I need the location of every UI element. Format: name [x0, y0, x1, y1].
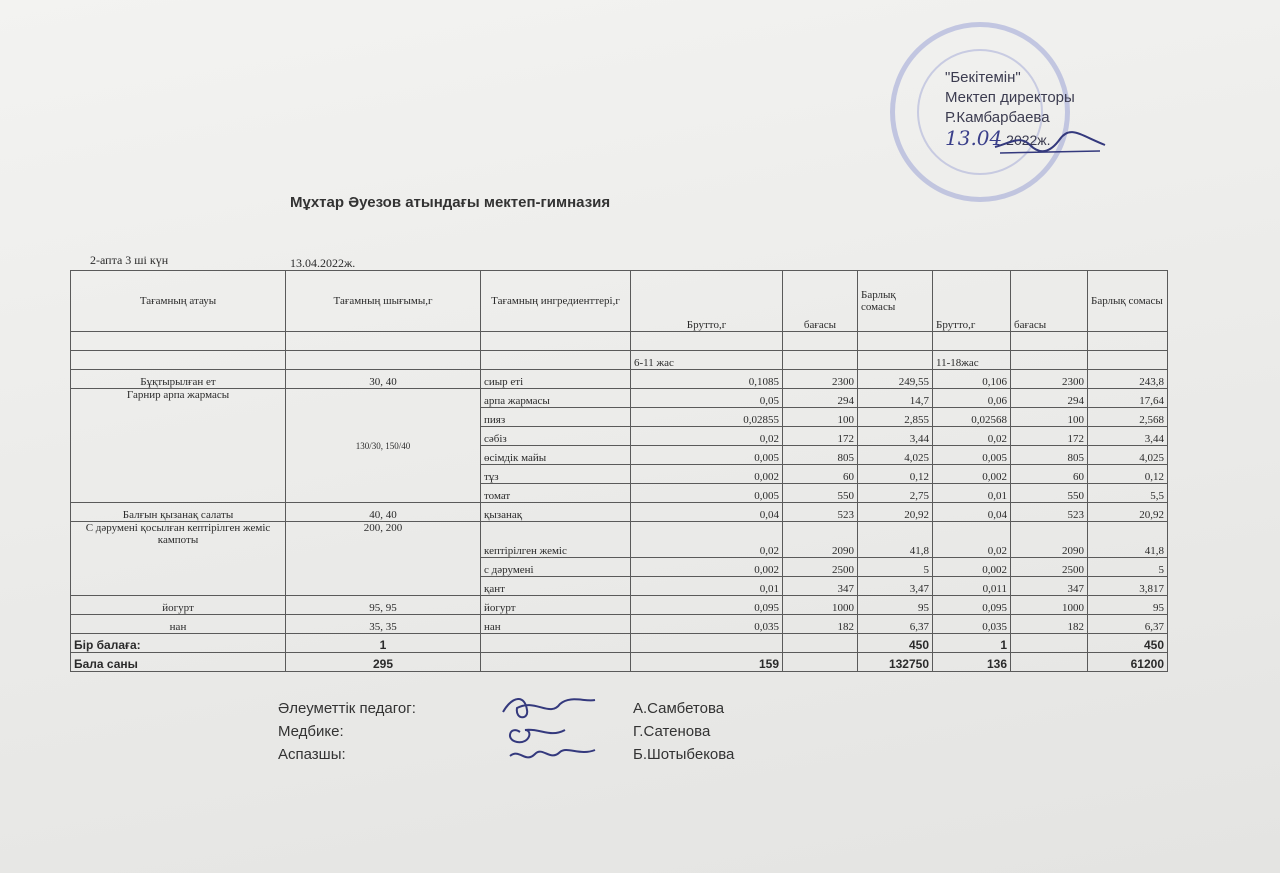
price-a: 347	[783, 577, 858, 596]
brutto-a: 0,01	[631, 577, 783, 596]
dish-yield: 30, 40	[286, 370, 481, 389]
brutto-b: 0,02	[933, 522, 1011, 558]
children-brutto-b: 136	[933, 653, 1011, 672]
ingredient-name: с дәрумені	[481, 558, 631, 577]
total-b: 5	[1088, 558, 1168, 577]
approval-date-handwritten: 13.04	[945, 126, 1003, 150]
brutto-a: 0,1085	[631, 370, 783, 389]
price-a: 805	[783, 446, 858, 465]
dish-yield: 95, 95	[286, 596, 481, 615]
staff-name: Г.Сатенова	[633, 723, 711, 740]
total-b: 95	[1088, 596, 1168, 615]
price-a: 1000	[783, 596, 858, 615]
staff-role: Медбике:	[278, 723, 344, 740]
ingredient-name: томат	[481, 484, 631, 503]
brutto-b: 0,002	[933, 558, 1011, 577]
ingredient-name: сәбіз	[481, 427, 631, 446]
price-a: 100	[783, 408, 858, 427]
col-total-b: Барлық сомасы	[1088, 271, 1168, 332]
brutto-a: 0,02	[631, 427, 783, 446]
staff-name: Б.Шотыбекова	[633, 746, 735, 763]
dish-name: нан	[71, 615, 286, 634]
col-brutto-a: Брутто,г	[631, 271, 783, 332]
director-signature	[990, 125, 1110, 165]
total-a: 3,44	[858, 427, 933, 446]
price-b: 294	[1011, 389, 1088, 408]
ingredient-name: йогурт	[481, 596, 631, 615]
brutto-b: 0,106	[933, 370, 1011, 389]
col-ingredients: Тағамның ингредиенттері,г	[481, 271, 631, 332]
price-a: 2500	[783, 558, 858, 577]
price-b: 550	[1011, 484, 1088, 503]
total-a: 249,55	[858, 370, 933, 389]
total-a: 0,12	[858, 465, 933, 484]
brutto-a: 0,02	[631, 522, 783, 558]
per-child-total-a: 450	[858, 634, 933, 653]
empty-cell	[481, 653, 631, 672]
dish-yield: 40, 40	[286, 503, 481, 522]
col-yield: Тағамның шығымы,г	[286, 271, 481, 332]
staff-name: А.Самбетова	[633, 700, 725, 717]
ingredient-name: сиыр еті	[481, 370, 631, 389]
brutto-b: 0,035	[933, 615, 1011, 634]
empty-cell	[783, 634, 858, 653]
total-b: 243,8	[1088, 370, 1168, 389]
dish-yield: 35, 35	[286, 615, 481, 634]
ingredient-name: қант	[481, 577, 631, 596]
brutto-b: 0,04	[933, 503, 1011, 522]
dish-name: Балғын қызанақ салаты	[71, 503, 286, 522]
staff-role: Аспазшы:	[278, 746, 346, 763]
empty-cell	[1011, 634, 1088, 653]
per-child-yield: 1	[286, 634, 481, 653]
brutto-a: 0,005	[631, 484, 783, 503]
ingredient-name: кептірілген жеміс	[481, 522, 631, 558]
brutto-b: 0,005	[933, 446, 1011, 465]
children-total-a: 132750	[858, 653, 933, 672]
brutto-b: 0,002	[933, 465, 1011, 484]
total-a: 95	[858, 596, 933, 615]
total-a: 41,8	[858, 522, 933, 558]
menu-date: 13.04.2022ж.	[290, 256, 356, 270]
table-row	[71, 503, 1168, 522]
children-yield: 295	[286, 653, 481, 672]
price-b: 182	[1011, 615, 1088, 634]
brutto-b: 0,01	[933, 484, 1011, 503]
price-a: 182	[783, 615, 858, 634]
approval-title: "Бекітемін"	[945, 69, 1021, 86]
total-b: 0,12	[1088, 465, 1168, 484]
total-b: 17,64	[1088, 389, 1168, 408]
price-b: 805	[1011, 446, 1088, 465]
price-b: 1000	[1011, 596, 1088, 615]
menu-table	[70, 270, 1168, 672]
price-b: 60	[1011, 465, 1088, 484]
table-row	[71, 615, 1168, 634]
dish-name: йогурт	[71, 596, 286, 615]
brutto-b: 0,095	[933, 596, 1011, 615]
ingredient-name: тұз	[481, 465, 631, 484]
children-label: Бала саны	[71, 653, 286, 672]
price-a: 294	[783, 389, 858, 408]
total-a: 2,75	[858, 484, 933, 503]
children-total-b: 61200	[1088, 653, 1168, 672]
price-b: 100	[1011, 408, 1088, 427]
per-child-total-b: 450	[1088, 634, 1168, 653]
children-brutto-a: 159	[631, 653, 783, 672]
total-b: 3,817	[1088, 577, 1168, 596]
week-day: 2-апта 3 ші күн	[90, 253, 169, 267]
age-row	[71, 351, 1168, 370]
empty-cell	[1011, 653, 1088, 672]
total-a: 6,37	[858, 615, 933, 634]
total-a: 20,92	[858, 503, 933, 522]
col-total-a: Барлық сомасы	[858, 271, 933, 332]
total-b: 41,8	[1088, 522, 1168, 558]
brutto-b: 0,06	[933, 389, 1011, 408]
price-a: 550	[783, 484, 858, 503]
price-b: 2500	[1011, 558, 1088, 577]
per-child-brutto-b: 1	[933, 634, 1011, 653]
price-b: 2090	[1011, 522, 1088, 558]
price-b: 172	[1011, 427, 1088, 446]
dish-yield: 200, 200	[286, 522, 481, 596]
empty-cell	[783, 653, 858, 672]
ingredient-name: арпа жармасы	[481, 389, 631, 408]
staff-role: Әлеуметтік педагог:	[278, 700, 416, 717]
col-dish: Тағамның атауы	[71, 271, 286, 332]
ingredient-name: қызанақ	[481, 503, 631, 522]
total-b: 6,37	[1088, 615, 1168, 634]
school-title: Мұхтар Әуезов атындағы мектеп-гимназия	[290, 194, 611, 211]
total-a: 5	[858, 558, 933, 577]
table-row	[71, 522, 1168, 558]
brutto-b: 0,02	[933, 427, 1011, 446]
total-b: 2,568	[1088, 408, 1168, 427]
table-row	[71, 389, 1168, 408]
approval-position: Мектеп директоры	[945, 89, 1075, 106]
ingredient-name: өсімдік майы	[481, 446, 631, 465]
brutto-a: 0,002	[631, 465, 783, 484]
col-brutto-b: Брутто,г	[933, 271, 1011, 332]
total-b: 20,92	[1088, 503, 1168, 522]
empty-cell	[631, 634, 783, 653]
table-header-row	[71, 271, 1168, 332]
price-a: 2090	[783, 522, 858, 558]
blank-row	[71, 332, 1168, 351]
total-b: 5,5	[1088, 484, 1168, 503]
approval-director: Р.Камбарбаева	[945, 109, 1050, 126]
price-a: 523	[783, 503, 858, 522]
total-b: 4,025	[1088, 446, 1168, 465]
total-a: 3,47	[858, 577, 933, 596]
brutto-a: 0,04	[631, 503, 783, 522]
brutto-a: 0,002	[631, 558, 783, 577]
brutto-a: 0,035	[631, 615, 783, 634]
total-a: 14,7	[858, 389, 933, 408]
table-row	[71, 596, 1168, 615]
per-child-label: Бір балаға:	[71, 634, 286, 653]
per-child-row	[71, 634, 1168, 653]
price-a: 2300	[783, 370, 858, 389]
col-price-b: бағасы	[1011, 271, 1088, 332]
age-group-a: 6-11 жас	[631, 351, 783, 370]
price-b: 2300	[1011, 370, 1088, 389]
table-row	[71, 370, 1168, 389]
approval-date-year: 2022ж.	[1006, 132, 1051, 148]
brutto-a: 0,05	[631, 389, 783, 408]
dish-name: С дәрумені қосылған кептірілген жеміс кампоты	[71, 522, 286, 596]
total-b: 3,44	[1088, 427, 1168, 446]
brutto-a: 0,095	[631, 596, 783, 615]
ingredient-name: нан	[481, 615, 631, 634]
brutto-b: 0,011	[933, 577, 1011, 596]
dish-name: Бұқтырылған ет	[71, 370, 286, 389]
col-price-a: бағасы	[783, 271, 858, 332]
children-count-row	[71, 653, 1168, 672]
price-a: 60	[783, 465, 858, 484]
price-b: 347	[1011, 577, 1088, 596]
age-group-b: 11-18жас	[933, 351, 1011, 370]
price-b: 523	[1011, 503, 1088, 522]
staff-signatures	[495, 690, 605, 770]
dish-yield: 130/30, 150/40	[286, 389, 481, 503]
total-a: 4,025	[858, 446, 933, 465]
ingredient-name: пияз	[481, 408, 631, 427]
brutto-a: 0,005	[631, 446, 783, 465]
empty-cell	[481, 634, 631, 653]
price-a: 172	[783, 427, 858, 446]
total-a: 2,855	[858, 408, 933, 427]
brutto-b: 0,02568	[933, 408, 1011, 427]
brutto-a: 0,02855	[631, 408, 783, 427]
dish-name: Гарнир арпа жармасы	[71, 389, 286, 503]
